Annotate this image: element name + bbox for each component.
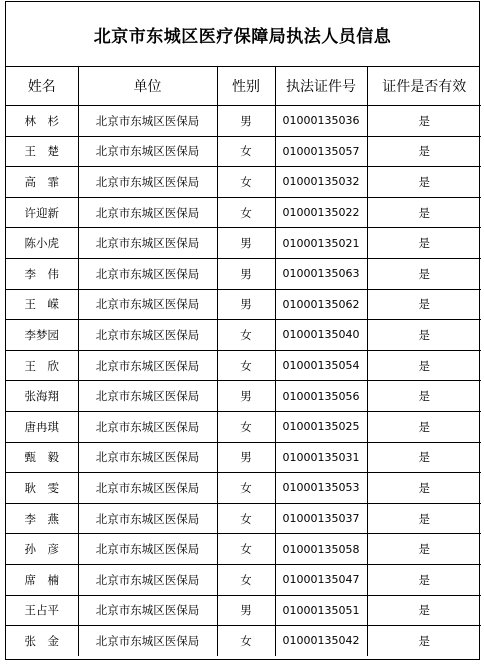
cell-gender: 女 — [217, 564, 275, 595]
table-row — [6, 289, 481, 320]
table-row — [6, 320, 481, 351]
cell-gender: 男 — [217, 595, 275, 626]
cell-cert-valid: 是 — [367, 473, 481, 504]
cell-name: 林 杉 — [6, 106, 78, 137]
cell-cert-valid: 是 — [367, 381, 481, 412]
cell-unit: 北京市东城区医保局 — [78, 258, 217, 289]
cell-name: 李梦园 — [6, 320, 78, 351]
cell-gender: 女 — [217, 534, 275, 565]
cell-gender: 男 — [217, 442, 275, 473]
cell-gender: 女 — [217, 136, 275, 167]
cell-gender: 女 — [217, 197, 275, 228]
cell-cert-number: 01000135025 — [275, 411, 367, 442]
cell-unit: 北京市东城区医保局 — [78, 534, 217, 565]
table-row — [6, 197, 481, 228]
table-row — [6, 381, 481, 412]
cell-cert-valid: 是 — [367, 534, 481, 565]
table-row — [6, 106, 481, 137]
table-row — [6, 411, 481, 442]
cell-name: 王 欣 — [6, 350, 78, 381]
cell-cert-valid: 是 — [367, 167, 481, 198]
cell-unit: 北京市东城区医保局 — [78, 136, 217, 167]
page-title: 北京市东城区医疗保障局执法人员信息 — [6, 2, 479, 67]
table-row — [6, 228, 481, 259]
cell-cert-number: 01000135022 — [275, 197, 367, 228]
cell-gender: 女 — [217, 320, 275, 351]
cell-gender: 女 — [217, 411, 275, 442]
cell-cert-valid: 是 — [367, 106, 481, 137]
cell-cert-number: 01000135056 — [275, 381, 367, 412]
cell-gender: 男 — [217, 258, 275, 289]
table-row — [6, 564, 481, 595]
table-row — [6, 167, 481, 198]
cell-name: 王占平 — [6, 595, 78, 626]
header-row — [6, 67, 481, 106]
table-row — [6, 503, 481, 534]
cell-name: 张 金 — [6, 626, 78, 656]
cell-unit: 北京市东城区医保局 — [78, 289, 217, 320]
cell-gender: 男 — [217, 228, 275, 259]
header-cert-number: 执法证件号 — [275, 67, 367, 106]
table-row — [6, 595, 481, 626]
cell-unit: 北京市东城区医保局 — [78, 381, 217, 412]
table-row — [6, 626, 481, 656]
cell-name: 耿 雯 — [6, 473, 78, 504]
cell-unit: 北京市东城区医保局 — [78, 503, 217, 534]
table-row — [6, 136, 481, 167]
cell-unit: 北京市东城区医保局 — [78, 197, 217, 228]
cell-cert-number: 01000135051 — [275, 595, 367, 626]
cell-gender: 女 — [217, 473, 275, 504]
table-row — [6, 258, 481, 289]
cell-gender: 女 — [217, 167, 275, 198]
personnel-table — [6, 67, 481, 656]
header-gender: 性别 — [217, 67, 275, 106]
cell-cert-number: 01000135021 — [275, 228, 367, 259]
cell-cert-number: 01000135040 — [275, 320, 367, 351]
cell-unit: 北京市东城区医保局 — [78, 442, 217, 473]
cell-cert-valid: 是 — [367, 197, 481, 228]
cell-unit: 北京市东城区医保局 — [78, 626, 217, 656]
cell-name: 陈小虎 — [6, 228, 78, 259]
cell-cert-number: 01000135031 — [275, 442, 367, 473]
table-row — [6, 442, 481, 473]
cell-name: 孙 彦 — [6, 534, 78, 565]
cell-gender: 女 — [217, 350, 275, 381]
cell-cert-valid: 是 — [367, 320, 481, 351]
cell-cert-valid: 是 — [367, 136, 481, 167]
cell-cert-number: 01000135058 — [275, 534, 367, 565]
cell-cert-number: 01000135042 — [275, 626, 367, 656]
cell-name: 李 伟 — [6, 258, 78, 289]
table-body — [6, 106, 481, 656]
cell-gender: 男 — [217, 106, 275, 137]
cell-cert-valid: 是 — [367, 442, 481, 473]
cell-name: 王 嵘 — [6, 289, 78, 320]
table-row — [6, 473, 481, 504]
cell-name: 张海翔 — [6, 381, 78, 412]
cell-cert-number: 01000135036 — [275, 106, 367, 137]
cell-gender: 男 — [217, 289, 275, 320]
cell-cert-number: 01000135054 — [275, 350, 367, 381]
cell-cert-valid: 是 — [367, 503, 481, 534]
cell-cert-number: 01000135057 — [275, 136, 367, 167]
cell-unit: 北京市东城区医保局 — [78, 320, 217, 351]
cell-unit: 北京市东城区医保局 — [78, 167, 217, 198]
cell-unit: 北京市东城区医保局 — [78, 350, 217, 381]
cell-cert-number: 01000135053 — [275, 473, 367, 504]
cell-cert-valid: 是 — [367, 626, 481, 656]
header-name: 姓名 — [6, 67, 78, 106]
cell-unit: 北京市东城区医保局 — [78, 473, 217, 504]
table-row — [6, 534, 481, 565]
cell-name: 席 楠 — [6, 564, 78, 595]
cell-unit: 北京市东城区医保局 — [78, 228, 217, 259]
cell-cert-valid: 是 — [367, 228, 481, 259]
cell-cert-valid: 是 — [367, 258, 481, 289]
cell-cert-valid: 是 — [367, 289, 481, 320]
cell-name: 甄 毅 — [6, 442, 78, 473]
cell-cert-number: 01000135032 — [275, 167, 367, 198]
cell-cert-number: 01000135047 — [275, 564, 367, 595]
cell-gender: 女 — [217, 626, 275, 656]
cell-name: 王 楚 — [6, 136, 78, 167]
cell-cert-valid: 是 — [367, 411, 481, 442]
cell-gender: 男 — [217, 381, 275, 412]
cell-cert-valid: 是 — [367, 595, 481, 626]
header-cert-valid: 证件是否有效 — [367, 67, 481, 106]
cell-gender: 女 — [217, 503, 275, 534]
cell-cert-number: 01000135037 — [275, 503, 367, 534]
header-unit: 单位 — [78, 67, 217, 106]
cell-cert-valid: 是 — [367, 350, 481, 381]
cell-name: 李 燕 — [6, 503, 78, 534]
cell-name: 高 霏 — [6, 167, 78, 198]
cell-unit: 北京市东城区医保局 — [78, 411, 217, 442]
cell-unit: 北京市东城区医保局 — [78, 595, 217, 626]
cell-name: 许迎新 — [6, 197, 78, 228]
cell-unit: 北京市东城区医保局 — [78, 564, 217, 595]
cell-cert-number: 01000135062 — [275, 289, 367, 320]
cell-name: 唐冉琪 — [6, 411, 78, 442]
cell-cert-valid: 是 — [367, 564, 481, 595]
cell-unit: 北京市东城区医保局 — [78, 106, 217, 137]
table-row — [6, 350, 481, 381]
info-sheet — [5, 1, 480, 660]
cell-cert-number: 01000135063 — [275, 258, 367, 289]
